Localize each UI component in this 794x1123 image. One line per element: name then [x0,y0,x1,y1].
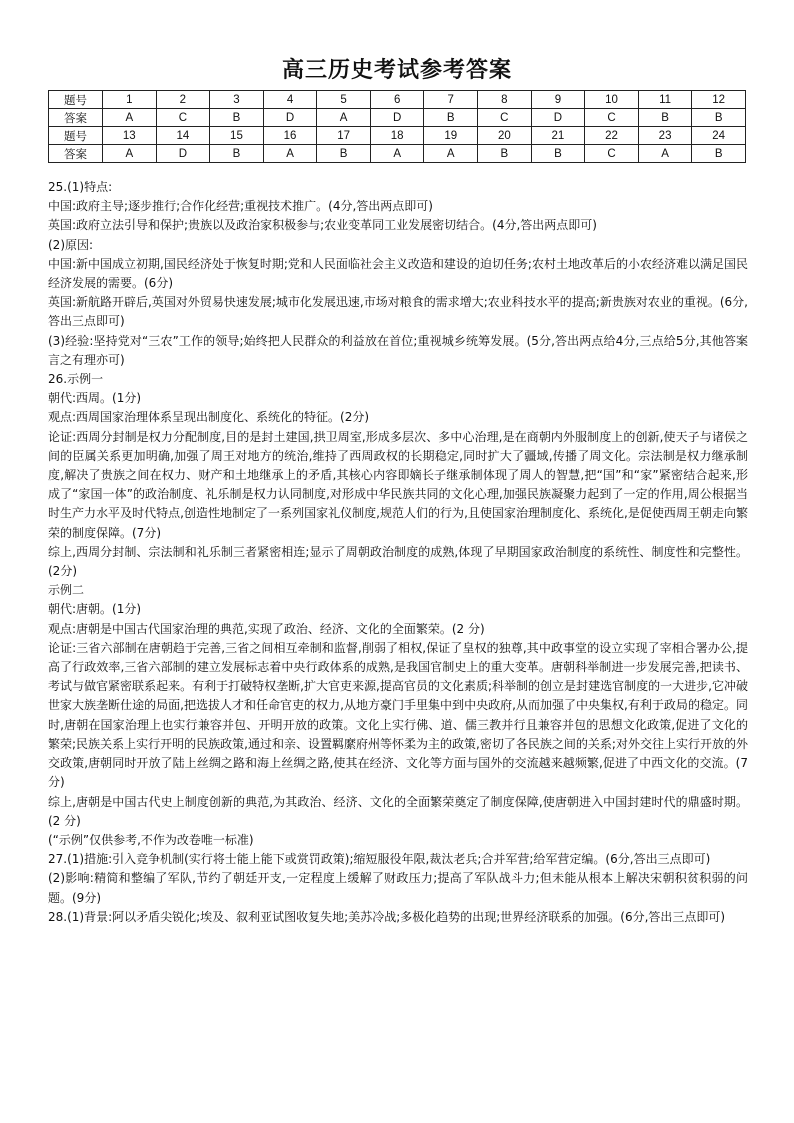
answer-table-cell: 6 [370,91,424,109]
answer-explanations [48,178,748,927]
answer-paragraph: 综上,唐朝是中国古代史上制度创新的典范,为其政治、经济、文化的全面繁荣奠定了制度保障,使唐朝进入中国封建时代的鼎盛时期。(2 分) [48,794,748,828]
answer-table-cell: B [210,145,264,163]
answer-table-row [49,109,746,127]
answer-table-cell: C [156,109,210,127]
answer-table-row [49,91,746,109]
answer-table-cell: 4 [263,91,317,109]
answer-table-cell: 21 [531,127,585,145]
answer-table [48,90,746,163]
answer-table-cell: 13 [103,127,157,145]
answer-table-cell: B [692,145,746,163]
answer-table-cell: B [478,145,532,163]
answer-paragraph: 中国:政府主导;逐步推行;合作化经营;重视技术推广。(4分,答出两点即可) [48,199,433,214]
answer-table-cell: 15 [210,127,264,145]
answer-table-cell: 8 [478,91,532,109]
answer-table-cell: C [478,109,532,127]
answer-table-cell: 1 [103,91,157,109]
answer-table-cell: A [317,109,371,127]
answer-table-cell: 14 [156,127,210,145]
answer-table-cell: 24 [692,127,746,145]
answer-paragraph: (“示例”仅供参考,不作为改卷唯一标准) [48,832,254,847]
answer-table-cell: A [638,145,692,163]
answer-table-cell: A [263,145,317,163]
answer-paragraph: 英国:新航路开辟后,英国对外贸易快速发展;城市化发展迅速,市场对粮食的需求增大;农业科技水平的提高;新贵族对农业的重视。(6分,答出三点即可) [48,295,748,329]
answer-paragraph: 论证:三省六部制在唐朝趋于完善,三省之间相互牵制和监督,削弱了相权,保证了皇权的独尊,其中政事堂的设立实现了宰相合署办公,提高了行政效率,三省六部制的建立发展标志着中央行政体系的成熟,是我国官制史上的重大变革。唐朝科举制进一步发展完善,把读书、考试与做官紧密联系起来。有利于打破特权垄断,扩大官吏来源,提高官员的文化素质;科举制的创立是封建选官制度的一大进步,它冲破世家大族垄断仕途的局面,把选拔人才和任命官吏的权力,从地方豪门手里集中到中央政府,从而加强了中央集权,有利于政局的稳定。同时,唐朝在国家治理上也实行兼容并包、开明开放的政策。文化上实行佛、道、儒三教并行且兼容并包的思想文化政策,促进了文化的繁荣;民族关系上实行开明的民族政策,通过和亲、设置羁縻府州等怀柔为主的政策,密切了各民族之间的关系;对外交往上实行开放的外交政策,唐朝同时开放了陆上丝绸之路和海上丝绸之路,使其在经济、文化等方面与国外的交流越来越频繁,促进了中西文化的交流。(7 分) [48,640,748,790]
answer-table-cell: 16 [263,127,317,145]
answer-table-cell: 5 [317,91,371,109]
answer-paragraph: 综上,西周分封制、宗法制和礼乐制三者紧密相连;显示了周朝政治制度的成熟,体现了早期国家政治制度的系统性、制度性和完整性。(2分) [48,544,748,579]
answer-paragraph: 朝代:西周。(1分) [48,391,142,406]
answer-paragraph: 26.示例一 [48,372,104,387]
answer-table-cell: 3 [210,91,264,109]
answer-table-cell: C [585,109,639,127]
answer-table-cell: D [531,109,585,127]
answer-table-cell: 10 [585,91,639,109]
page-title: 高三历史考试参考答案 [281,58,512,83]
answer-table-row-label: 答案 [49,145,103,163]
answer-table-cell: A [424,145,478,163]
answer-table-cell: 2 [156,91,210,109]
answer-table-cell: 7 [424,91,478,109]
answer-paragraph: 朝代:唐朝。(1分) [48,602,142,617]
answer-paragraph: (2)影响:精简和整编了军队,节约了朝廷开支,一定程度上缓解了财政压力;提高了军队战斗力;但未能从根本上解决宋朝积贫积弱的问题。(9分) [48,871,748,905]
answer-table-cell: D [263,109,317,127]
answer-table-row [49,145,746,163]
answer-table-cell: B [210,109,264,127]
answer-table-cell: B [531,145,585,163]
answer-table-row-label: 题号 [49,127,103,145]
answer-table-cell: B [424,109,478,127]
answer-table-cell: 11 [638,91,692,109]
answer-paragraph: 27.(1)措施:引入竞争机制(实行将士能上能下或赏罚政策);缩短服役年限,裁汰老兵;合并军营;给军营定编。(6分,答出三点即可) [48,852,711,867]
answer-table-cell: 20 [478,127,532,145]
answer-table-cell: A [370,145,424,163]
answer-table-cell: C [585,145,639,163]
answer-table-cell: A [103,109,157,127]
answer-table-cell: 18 [370,127,424,145]
answer-paragraph: 25.(1)特点: [48,180,113,194]
answer-paragraph: (2)原因: [48,237,94,252]
answer-paragraph: 示例二 [48,583,85,598]
answer-table-cell: B [317,145,371,163]
answer-table-cell: D [156,145,210,163]
answer-table-cell: 17 [317,127,371,145]
answer-table-cell: A [103,145,157,163]
answer-paragraph: 中国:新中国成立初期,国民经济处于恢复时期;党和人民面临社会主义改造和建设的迫切任务;农村土地改革后的小农经济难以满足国民经济发展的需要。(6分) [48,256,748,291]
answer-table-cell: 9 [531,91,585,109]
answer-table-cell: D [370,109,424,127]
answer-table-row-label: 题号 [49,91,103,109]
answer-table-cell: 23 [638,127,692,145]
answer-table-row-label: 答案 [49,109,103,127]
answer-table-cell: 19 [424,127,478,145]
answer-paragraph: 观点:唐朝是中国古代国家治理的典范,实现了政治、经济、文化的全面繁荣。(2 分) [48,621,485,636]
answer-table-cell: B [692,109,746,127]
answer-paragraph: 论证:西周分封制是权力分配制度,目的是封土建国,拱卫周室,形成多层次、多中心治理,是在商朝内外服制度上的创新,使天子与诸侯之间的臣属关系更加明确,加强了周王对地方的统治,维持了西周政权的长期稳定,同时扩大了疆域,传播了周文化。宗法制是权力继承制度,解决了贵族之间在权力、财产和土地继承上的矛盾,其核心内容即嫡长子继承制体现了周人的智慧,把“国”和“家”紧密结合起来,形成了“家国一体”的政治制度、礼乐制是权力认同制度,对形成中华民族共同的文化心理,加强民族凝聚力起到了一定的作用,周公根据当时生产力水平及时代特点,创造性地制定了一系列国家礼仪制度,规范人们的行为,且使国家治理制度化、系统化,是促使西周王朝走向繁荣的制度保障。(7分) [48,429,748,540]
answer-paragraph: (3)经验:坚持党对“三农”工作的领导;始终把人民群众的利益放在首位;重视城乡统筹发展。(5分,答出两点给4分,三点给5分,其他答案言之有理亦可) [48,333,748,367]
answer-table-cell: B [638,109,692,127]
answer-table-cell: 12 [692,91,746,109]
answer-table-cell: 22 [585,127,639,145]
answer-paragraph: 28.(1)背景:阿以矛盾尖锐化;埃及、叙利亚试图收复失地;美苏冷战;多极化趋势的出现;世界经济联系的加强。(6分,答出三点即可) [48,909,726,924]
answer-table-row [49,127,746,145]
answer-paragraph: 英国:政府立法引导和保护;贵族以及政治家积极参与;农业变革同工业发展密切结合。(4分,答出两点即可) [48,218,597,233]
answer-paragraph: 观点:西周国家治理体系呈现出制度化、系统化的特征。(2分) [48,410,370,425]
